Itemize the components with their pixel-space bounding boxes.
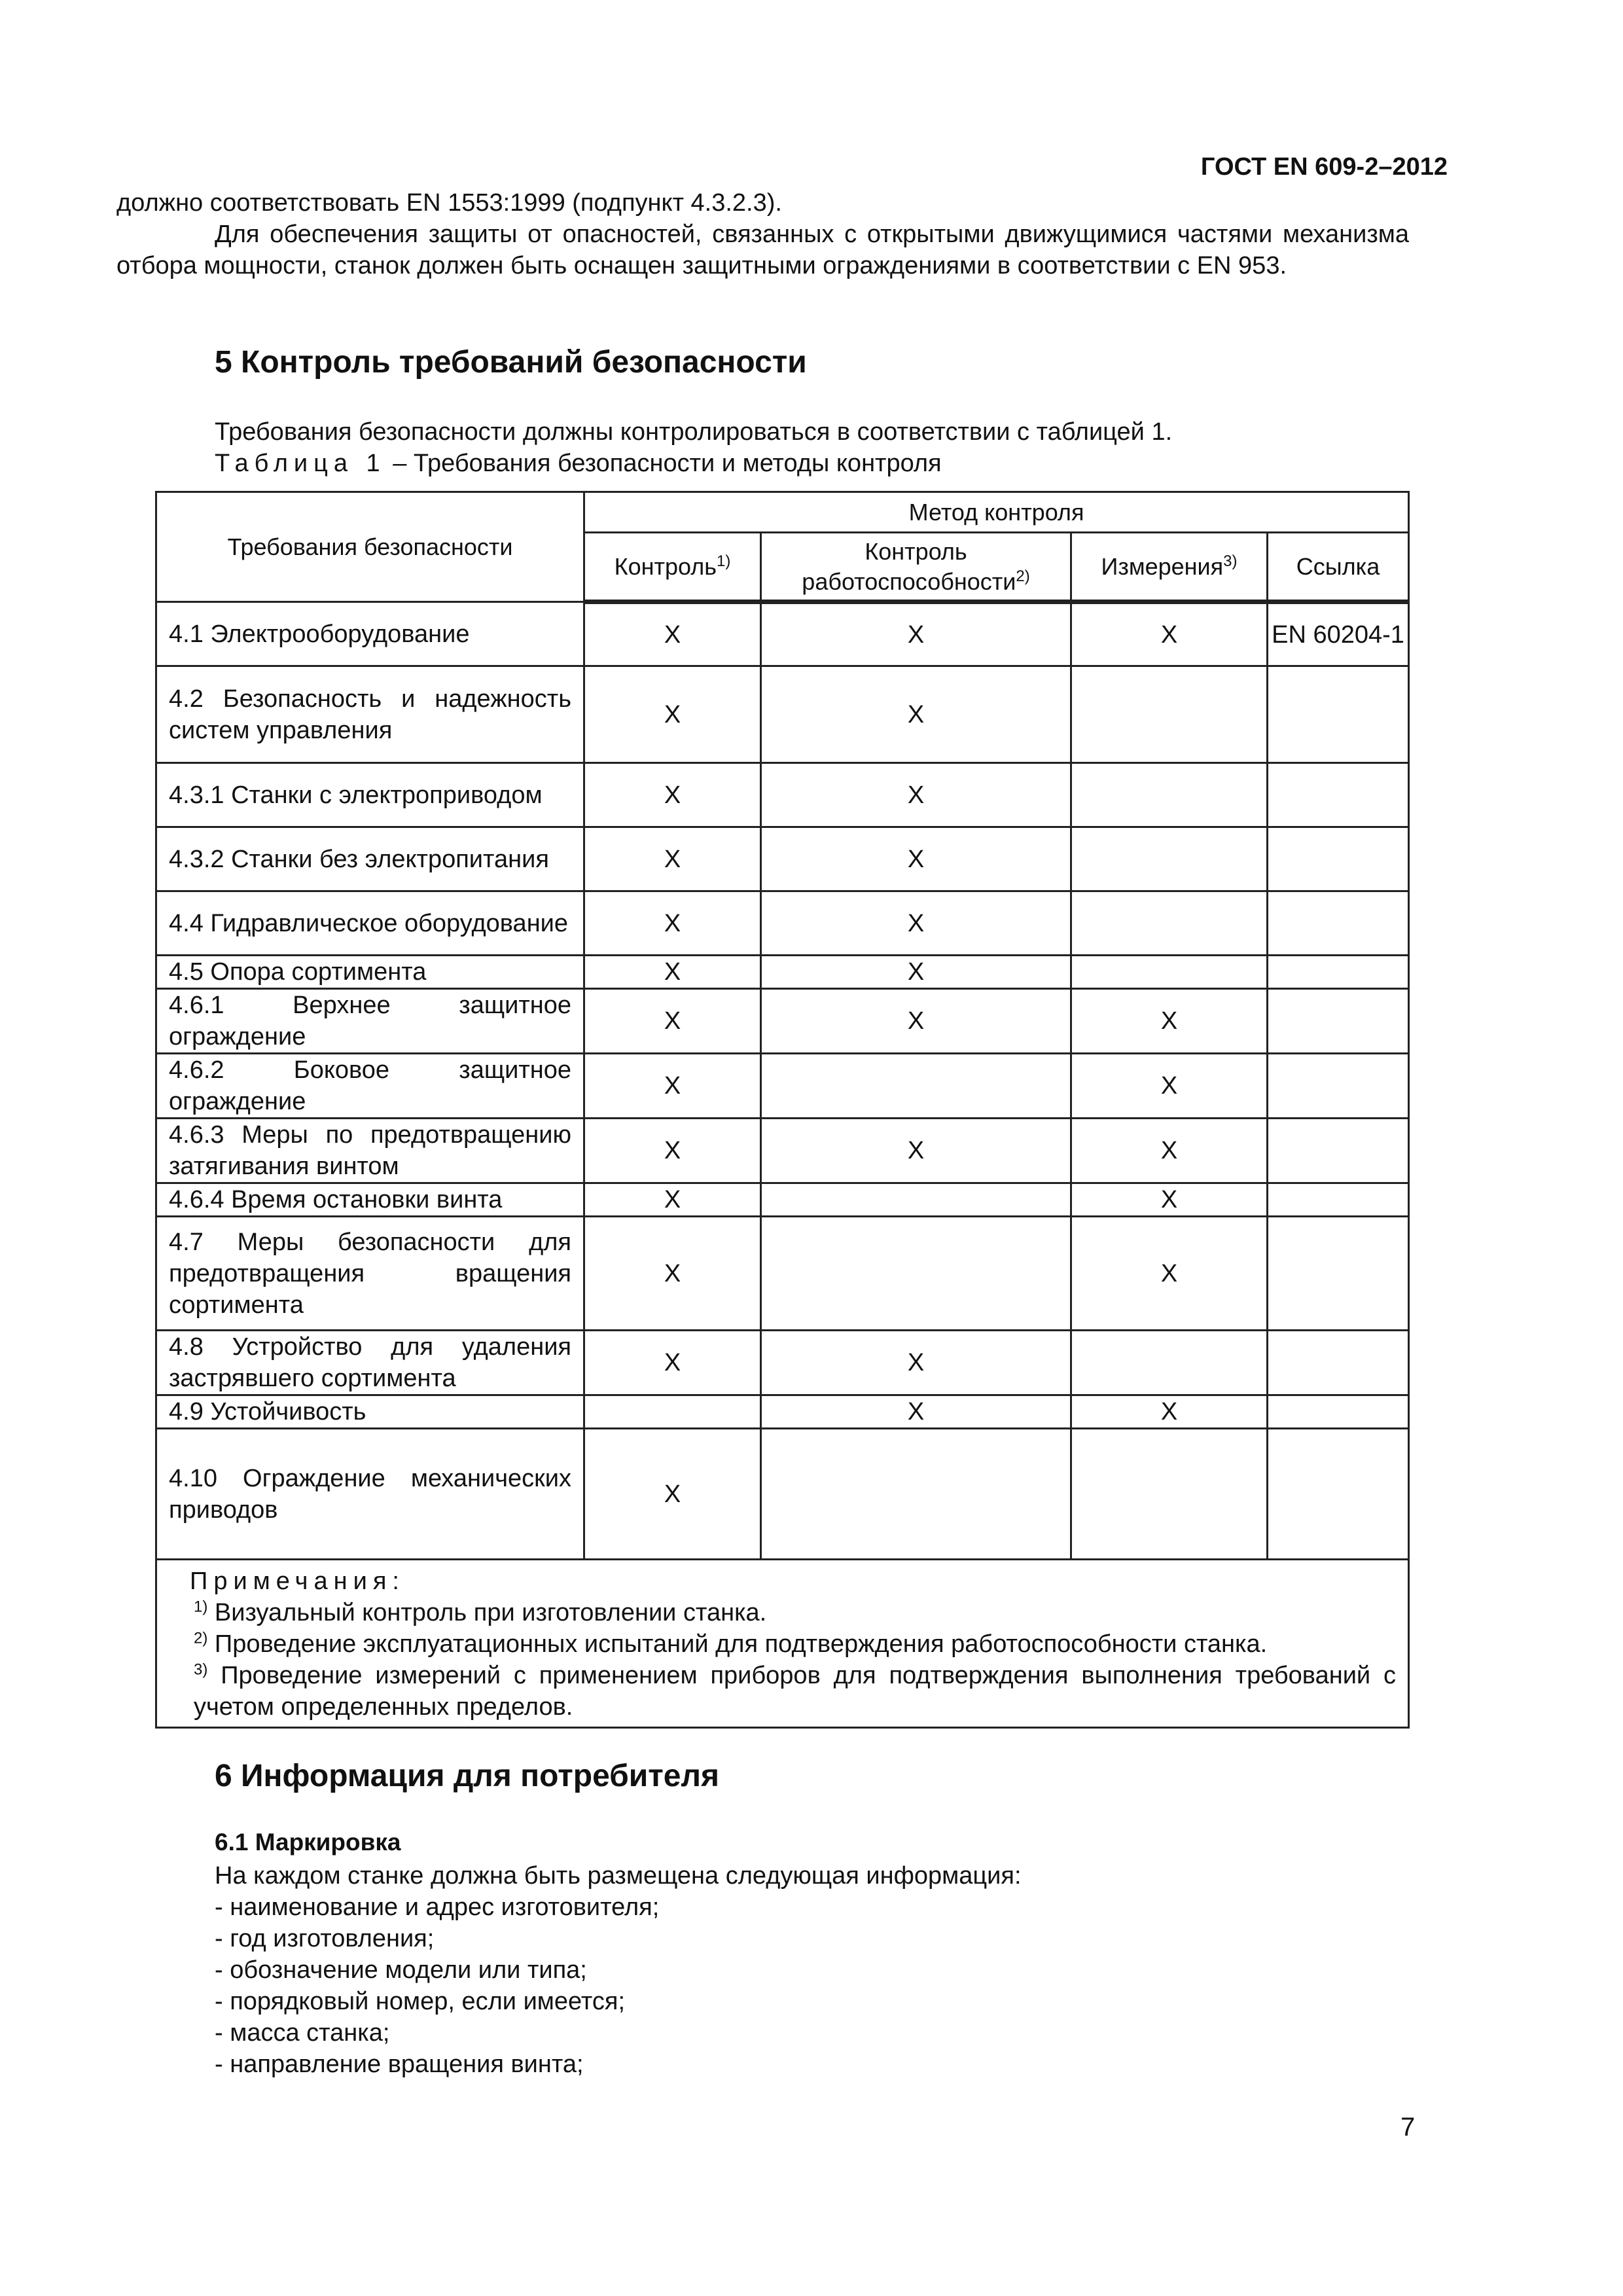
operability-cell: X (761, 891, 1071, 956)
operability-cell: X (761, 989, 1071, 1054)
table-row (156, 1429, 1409, 1560)
operability-cell: X (761, 1331, 1071, 1395)
measurement-cell: X (1071, 1054, 1268, 1119)
table-row (156, 891, 1409, 956)
requirement-cell: 4.1 Электрооборудование (156, 602, 584, 666)
header-measurement: Измерения$^{3)}$ (1071, 533, 1268, 602)
operability-cell: X (761, 827, 1071, 891)
requirement-cell: 4.9 Устойчивость (156, 1395, 584, 1429)
reference-cell (1268, 763, 1409, 827)
note-item: $^{1)}$ Визуальный контроль при изготовлении станка. (194, 1598, 767, 1626)
operability-cell: X (761, 763, 1071, 827)
table-row (156, 666, 1409, 763)
notes-label: Примечания: (190, 1568, 405, 1595)
requirement-cell: 4.6.3 Меры по предотвращению затягивания винтом (156, 1119, 584, 1183)
reference-cell (1268, 1217, 1409, 1331)
control-cell: X (584, 1429, 761, 1560)
table-row (156, 1183, 1409, 1217)
measurement-cell: X (1071, 1183, 1268, 1217)
table-row (156, 1119, 1409, 1183)
requirement-cell: 4.4 Гидравлическое оборудование (156, 891, 584, 956)
header-control: Контроль$^{1)}$ (584, 533, 761, 602)
requirement-cell: 4.7 Меры безопасности для предотвращения вращения сортимента (156, 1217, 584, 1331)
operability-cell: X (761, 956, 1071, 989)
header-operability: Контроль работоспособности$^{2)}$ (761, 533, 1071, 602)
reference-cell (1268, 1395, 1409, 1429)
requirement-cell: 4.2 Безопасность и надежность систем управления (156, 666, 584, 763)
requirement-cell: 4.8 Устройство для удаления застрявшего сортимента (156, 1331, 584, 1395)
standard-id: ГОСТ EN 609-2–2012 (1200, 153, 1448, 181)
operability-cell (761, 1217, 1071, 1331)
list-item: - направление вращения винта; (215, 2051, 584, 2078)
measurement-cell (1071, 891, 1268, 956)
operability-cell (761, 1429, 1071, 1560)
section-6-1-title: 6.1 Маркировка (215, 1829, 401, 1856)
measurement-cell (1071, 1331, 1268, 1395)
note-item: $^{3)}$ Проведение измерений с применением приборов для подтверждения выполнения требований с учетом определенных пределов. (194, 1660, 1397, 1721)
requirement-cell: 4.6.2 Боковое защитное ограждение (156, 1054, 584, 1119)
reference-cell: EN 60204-1 (1268, 602, 1409, 666)
reference-cell (1268, 956, 1409, 989)
measurement-cell (1071, 763, 1268, 827)
table-row (156, 602, 1409, 666)
section-6-title: 6 Информация для потребителя (215, 1759, 719, 1793)
reference-cell (1268, 1331, 1409, 1395)
list-item: - год изготовления; (215, 1925, 435, 1952)
measurement-cell (1071, 956, 1268, 989)
operability-cell: X (761, 1395, 1071, 1429)
list-item: - обозначение модели или типа; (215, 1956, 587, 1984)
requirement-cell: 4.6.1 Верхнее защитное ограждение (156, 989, 584, 1054)
control-cell: X (584, 1054, 761, 1119)
header-method-group: Метод контроля (584, 492, 1409, 533)
reference-cell (1268, 827, 1409, 891)
reference-cell (1268, 1429, 1409, 1560)
operability-cell (761, 1183, 1071, 1217)
requirement-cell: 4.10 Ограждение механических приводов (156, 1429, 584, 1560)
list-item: - порядковый номер, если имеется; (215, 1988, 626, 2015)
reference-cell (1268, 1119, 1409, 1183)
control-cell: X (584, 666, 761, 763)
table-row (156, 1331, 1409, 1395)
control-cell: X (584, 1331, 761, 1395)
table-row (156, 1217, 1409, 1331)
header-reference: Ссылка (1268, 533, 1409, 602)
list-item: - наименование и адрес изготовителя; (215, 1893, 660, 1921)
requirement-cell: 4.5 Опора сортимента (156, 956, 584, 989)
measurement-cell (1071, 1429, 1268, 1560)
control-cell: X (584, 763, 761, 827)
operability-cell: X (761, 666, 1071, 763)
measurement-cell: X (1071, 1217, 1268, 1331)
requirement-cell: 4.3.2 Станки без электропитания (156, 827, 584, 891)
measurement-cell (1071, 666, 1268, 763)
operability-cell: X (761, 1119, 1071, 1183)
section-6-1-intro: На каждом станке должна быть размещена следующая информация: (215, 1862, 1022, 1890)
control-cell: X (584, 891, 761, 956)
control-cell: X (584, 827, 761, 891)
page-number: 7 (1400, 2113, 1416, 2142)
reference-cell (1268, 1054, 1409, 1119)
list-item: - масса станка; (215, 2019, 390, 2047)
control-cell: X (584, 602, 761, 666)
measurement-cell: X (1071, 989, 1268, 1054)
table-notes-row (156, 1560, 1409, 1728)
control-cell: X (584, 1119, 761, 1183)
intro-paragraph: Для обеспечения защиты от опасностей, связанных с открытыми движущимися частями механизма отбора мощности, станок должен быть оснащен защитными ограждениями в соответствии с EN 953. (116, 221, 1409, 279)
section-5-title: 5 Контроль требований безопасности (215, 345, 807, 380)
table-notes (156, 1560, 1409, 1728)
table-row (156, 956, 1409, 989)
control-cell (584, 1395, 761, 1429)
table-row (156, 1054, 1409, 1119)
table-row (156, 1395, 1409, 1429)
table-row (156, 989, 1409, 1054)
requirements-table (155, 491, 1410, 1729)
reference-cell (1268, 989, 1409, 1054)
measurement-cell: X (1071, 1119, 1268, 1183)
intro-line: должно соответствовать EN 1553:1999 (подпункт 4.3.2.3). (116, 189, 782, 217)
section-5-text: Требования безопасности должны контролироваться в соответствии с таблицей 1. (215, 418, 1173, 446)
table-caption-label: Таблица 1 (215, 450, 386, 477)
table-row (156, 763, 1409, 827)
operability-cell: X (761, 602, 1071, 666)
measurement-cell (1071, 827, 1268, 891)
measurement-cell: X (1071, 602, 1268, 666)
requirement-cell: 4.6.4 Время остановки винта (156, 1183, 584, 1217)
table-caption-text: – Требования безопасности и методы контроля (385, 450, 942, 477)
operability-cell (761, 1054, 1071, 1119)
requirement-cell: 4.3.1 Станки с электроприводом (156, 763, 584, 827)
note-item: $^{2)}$ Проведение эксплуатационных испытаний для подтверждения работоспособности станка. (194, 1629, 1268, 1658)
reference-cell (1268, 1183, 1409, 1217)
reference-cell (1268, 666, 1409, 763)
header-requirements: Требования безопасности (156, 492, 584, 602)
control-cell: X (584, 1183, 761, 1217)
control-cell: X (584, 989, 761, 1054)
table-row (156, 827, 1409, 891)
control-cell: X (584, 1217, 761, 1331)
table-caption (215, 448, 1412, 479)
control-cell: X (584, 956, 761, 989)
measurement-cell: X (1071, 1395, 1268, 1429)
reference-cell (1268, 891, 1409, 956)
